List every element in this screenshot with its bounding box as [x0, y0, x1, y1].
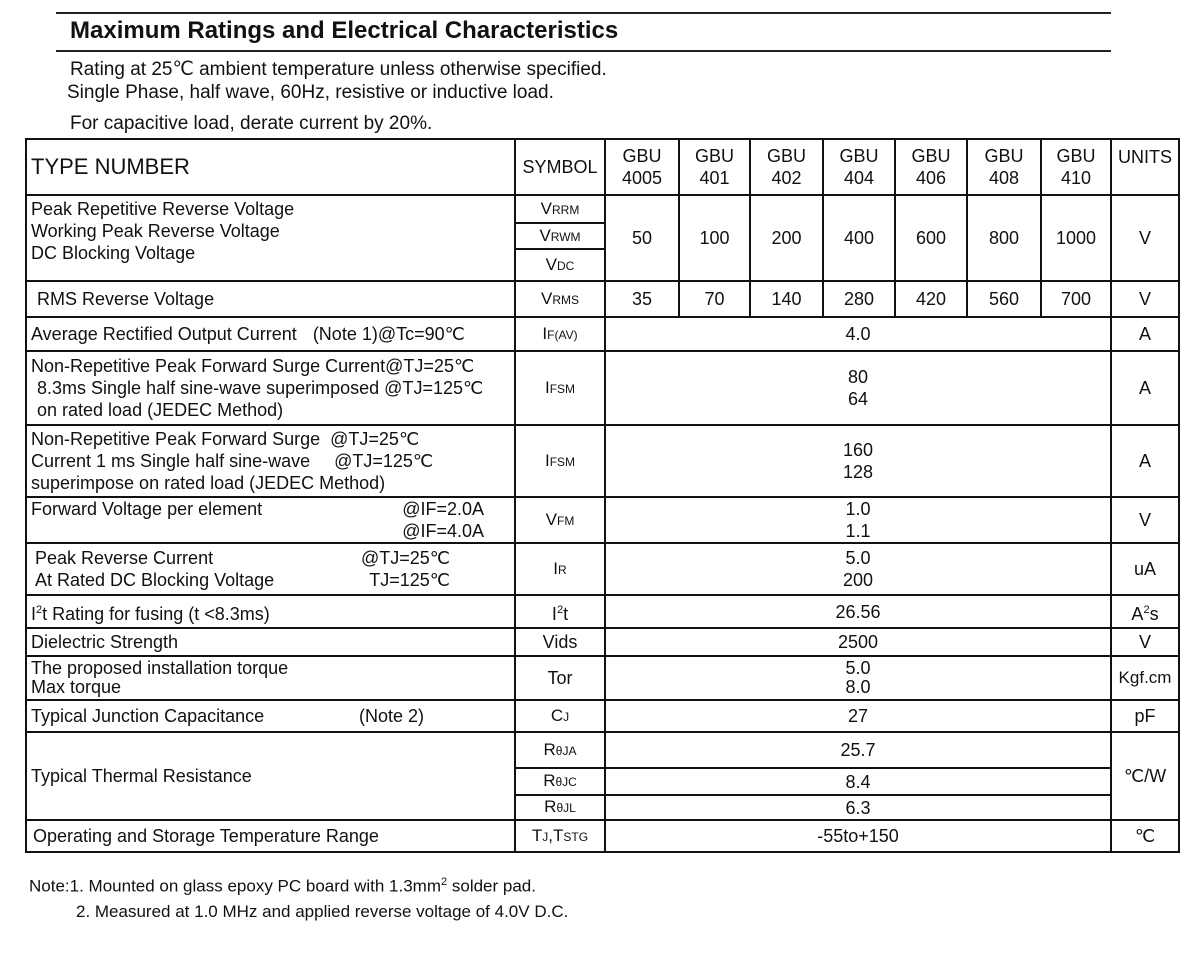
symbol-vdc: VDC	[515, 249, 605, 281]
value-cell: 280	[823, 281, 895, 317]
table-row	[26, 281, 1179, 317]
value-cell: 5.0 8.0	[605, 656, 1111, 700]
table-row	[26, 656, 1179, 700]
row-desc: Typical Junction Capacitance (Note 2)	[26, 700, 515, 732]
unit-cell: V	[1111, 628, 1179, 656]
part-header: GBU 408	[967, 139, 1041, 195]
symbol-tor: Tor	[515, 656, 605, 700]
unit-cell: ℃	[1111, 820, 1179, 852]
value-cell: 50	[605, 195, 679, 281]
table-row	[26, 195, 1179, 223]
units-header: UNITS	[1111, 139, 1179, 195]
value-cell: 140	[750, 281, 823, 317]
row-desc: Dielectric Strength	[26, 628, 515, 656]
header-row	[26, 139, 1179, 195]
value-cell: 800	[967, 195, 1041, 281]
type-number-header: TYPE NUMBER	[26, 139, 515, 195]
note-2: 2. Measured at 1.0 MHz and applied reverse voltage of 4.0V D.C.	[76, 902, 569, 921]
unit-cell: V	[1111, 281, 1179, 317]
symbol-ifav: IF(AV)	[515, 317, 605, 351]
symbol-rjc: RθJC	[515, 768, 605, 795]
row-desc: Peak Reverse Current @TJ=25℃ At Rated DC Blocking Voltage TJ=125℃	[26, 543, 515, 595]
symbol-vrrm: VRRM	[515, 195, 605, 223]
value-cell: 8.4	[605, 768, 1111, 795]
table-row	[26, 351, 1179, 425]
table-row	[26, 497, 1179, 543]
value-cell: 35	[605, 281, 679, 317]
unit-cell: A	[1111, 351, 1179, 425]
row-desc: Typical Thermal Resistance	[26, 732, 515, 820]
table-row	[26, 700, 1179, 732]
row-desc: Non-Repetitive Peak Forward Surge Current@TJ=25℃ 8.3ms Single half sine-wave superimposed @TJ=125℃ on rated load (JEDEC Method)	[26, 351, 515, 425]
symbol-vrms: VRMS	[515, 281, 605, 317]
unit-cell: A	[1111, 425, 1179, 497]
value-cell: 1.0 1.1	[605, 497, 1111, 543]
value-cell: 80 64	[605, 351, 1111, 425]
value-cell: 600	[895, 195, 967, 281]
part-header: GBU 406	[895, 139, 967, 195]
value-cell: 27	[605, 700, 1111, 732]
symbol-cj: CJ	[515, 700, 605, 732]
value-cell: 420	[895, 281, 967, 317]
top-rule	[56, 12, 1111, 14]
value-cell: 560	[967, 281, 1041, 317]
part-header: GBU 402	[750, 139, 823, 195]
row-desc: Average Rectified Output Current (Note 1)@Tc=90℃	[26, 317, 515, 351]
ratings-table	[25, 138, 1180, 853]
value-cell: 160 128	[605, 425, 1111, 497]
table-row	[26, 543, 1179, 595]
row-desc: Forward Voltage per element @IF=2.0A @IF=4.0A	[26, 497, 515, 543]
value-cell: 6.3	[605, 795, 1111, 820]
part-header: GBU 404	[823, 139, 895, 195]
table-row	[26, 425, 1179, 497]
value-cell: 70	[679, 281, 750, 317]
unit-cell: $A^2s$	[1111, 595, 1179, 628]
value-cell: 4.0	[605, 317, 1111, 351]
row-desc: Operating and Storage Temperature Range	[26, 820, 515, 852]
symbol-rja: RθJA	[515, 732, 605, 768]
value-cell: 700	[1041, 281, 1111, 317]
symbol-i2t: $I^2t$	[515, 595, 605, 628]
symbol-ifsm: IFSM	[515, 351, 605, 425]
table-row	[26, 732, 1179, 768]
title-underline	[56, 50, 1111, 52]
voltage-desc: Peak Repetitive Reverse Voltage Working Peak Reverse Voltage DC Blocking Voltage	[26, 195, 515, 281]
value-cell: 100	[679, 195, 750, 281]
symbol-vids: Vids	[515, 628, 605, 656]
intro-line: Rating at 25℃ ambient temperature unless otherwise specified.	[70, 59, 607, 80]
value-cell: 2500	[605, 628, 1111, 656]
value-cell: 1000	[1041, 195, 1111, 281]
note-1: Note:1. Mounted on glass epoxy PC board with $1.3mm^2$ solder pad.	[29, 876, 536, 896]
symbol-tj-tstg: TJ,TSTG	[515, 820, 605, 852]
row-desc: $I^2t$ Rating for fusing (t <8.3ms)	[26, 595, 515, 628]
value-cell: 400	[823, 195, 895, 281]
value-cell: 26.56	[605, 595, 1111, 628]
row-desc: The proposed installation torque Max torque	[26, 656, 515, 700]
unit-cell: A	[1111, 317, 1179, 351]
part-header: GBU 401	[679, 139, 750, 195]
symbol-ir: IR	[515, 543, 605, 595]
intro-line: For capacitive load, derate current by 20%.	[70, 113, 433, 134]
intro-line: Single Phase, half wave, 60Hz, resistive or inductive load.	[67, 82, 554, 103]
symbol-vfm: VFM	[515, 497, 605, 543]
symbol-header: SYMBOL	[515, 139, 605, 195]
value-cell: -55to+150	[605, 820, 1111, 852]
unit-cell: Kgf.cm	[1111, 656, 1179, 700]
symbol-ifsm: IFSM	[515, 425, 605, 497]
unit-cell: V	[1111, 195, 1179, 281]
part-header: GBU 410	[1041, 139, 1111, 195]
table-row	[26, 595, 1179, 628]
value-cell: 5.0 200	[605, 543, 1111, 595]
row-desc: RMS Reverse Voltage	[26, 281, 515, 317]
row-desc: Non-Repetitive Peak Forward Surge @TJ=25℃ Current 1 ms Single half sine-wave @TJ=125℃ superimpose on rated load (JEDEC Method)	[26, 425, 515, 497]
table-row	[26, 820, 1179, 852]
table-row	[26, 317, 1179, 351]
unit-cell: ℃/W	[1111, 732, 1179, 820]
table-row	[26, 628, 1179, 656]
value-cell: 200	[750, 195, 823, 281]
unit-cell: V	[1111, 497, 1179, 543]
page-title: Maximum Ratings and Electrical Characteristics	[70, 17, 619, 44]
unit-cell: pF	[1111, 700, 1179, 732]
symbol-rjl: RθJL	[515, 795, 605, 820]
unit-cell: uA	[1111, 543, 1179, 595]
symbol-vrwm: VRWM	[515, 223, 605, 249]
value-cell: 25.7	[605, 732, 1111, 768]
part-header: GBU 4005	[605, 139, 679, 195]
